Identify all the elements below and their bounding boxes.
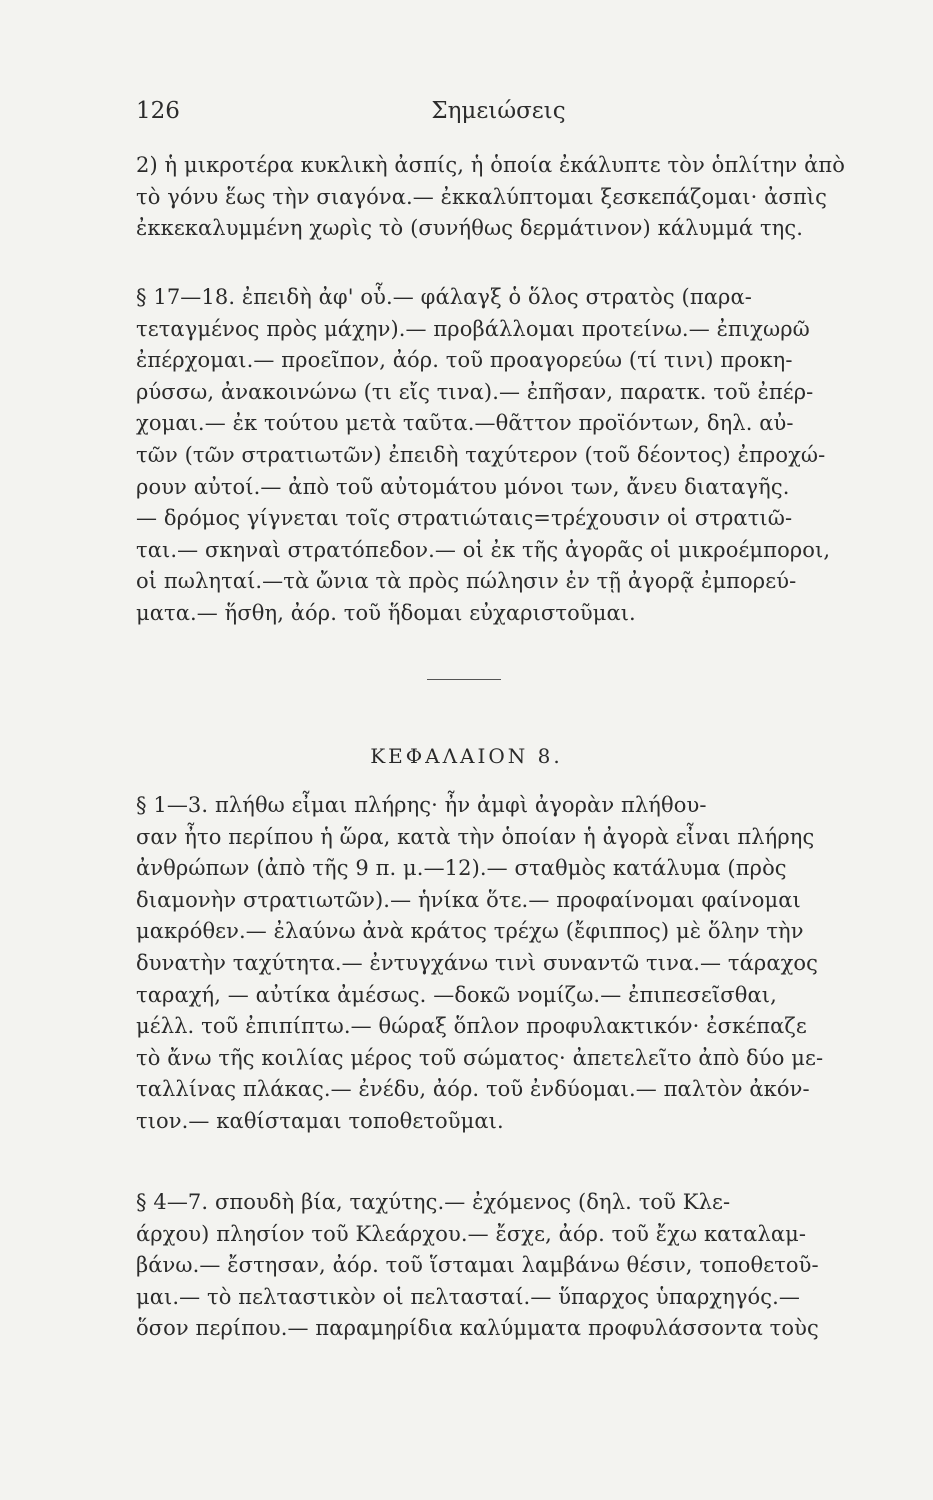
text-line: τεταγμένος πρὸς μάχην).— προβάλλομαι προτείνω.— ἐπιχωρῶ: [136, 316, 810, 341]
page-number: 126: [136, 98, 180, 124]
text-line: ματα.— ἥσθη, ἀόρ. τοῦ ἥδομαι εὐχαριστοῦμαι.: [136, 600, 636, 625]
text-line: μέλλ. τοῦ ἐπιπίπτω.— θώραξ ὅπλον προφυλακτικόν· ἐσκέπαζε: [136, 1014, 807, 1039]
text-line: μακρόθεν.— ἐλαύνω ἀνὰ κράτος τρέχω (ἔφιππος) μὲ ὅλην τὴν: [136, 919, 804, 944]
text-line: οἱ πωληταί.—τὰ ὤνια τὰ πρὸς πώλησιν ἐν τῇ ἀγορᾷ ἐμπορεύ-: [136, 569, 797, 594]
text-line: τὸ γόνυ ἕως τὴν σιαγόνα.— ἐκκαλύπτομαι ξεσκεπάζομαι· ἀσπὶς: [136, 184, 827, 209]
page-header: [136, 98, 861, 132]
text-line: τῶν (τῶν στρατιωτῶν) ἐπειδὴ ταχύτερον (τοῦ δέοντος) ἐπροχώ-: [136, 442, 826, 467]
text-line: διαμονὴν στρατιωτῶν).— ἡνίκα ὅτε.— προφαίνομαι φαίνομαι: [136, 887, 801, 912]
chapter-heading: ΚΕΦΑΛΑΙΟΝ 8.: [370, 744, 563, 768]
text-line: 2) ἡ μικροτέρα κυκλικὴ ἀσπίς, ἡ ὁποία ἐκάλυπτε τὸν ὁπλίτην ἀπὸ: [136, 153, 846, 177]
text-line: μαι.— τὸ πελταστικὸν οἱ πελτασταί.— ὕπαρχος ὑπαρχηγός.—: [136, 1284, 801, 1309]
text-line: άρχου) πλησίον τοῦ Κλεάρχου.— ἔσχε, ἀόρ. τοῦ ἔχω καταλαμ-: [136, 1221, 807, 1246]
text-line: § 17—18. ἐπειδὴ ἀφ' οὗ.— φάλαγξ ὁ ὅλος στρατὸς (παρα-: [136, 285, 752, 309]
text-line: ἐπέρχομαι.— προεῖπον, ἀόρ. τοῦ προαγορεύω (τί τινι) προκη-: [136, 348, 793, 373]
text-line: ται.— σκηναὶ στρατόπεδον.— οἱ ἐκ τῆς ἀγορᾶς οἱ μικροέμποροι,: [136, 537, 831, 562]
paragraph-1: [136, 150, 866, 245]
text-line: ρουν αὐτοί.— ἀπὸ τοῦ αὐτομάτου μόνοι των, ἄνευ διαταγῆς.: [136, 474, 790, 499]
text-line: σαν ἦτο περίπου ἡ ὥρα, κατὰ τὴν ὁποίαν ἡ ἀγορὰ εἶναι πλήρης: [136, 824, 815, 849]
text-line: χομαι.— ἐκ τούτου μετὰ ταῦτα.—θᾶττον προϊόντων, δηλ. αὐ-: [136, 411, 794, 436]
paragraph-2: [136, 282, 866, 630]
text-line: — δρόμος γίγνεται τοῖς στρατιώταις=τρέχουσιν οἱ στρατιῶ-: [136, 506, 793, 531]
text-line: τιον.— καθίσταμαι τοποθετοῦμαι.: [136, 1108, 504, 1133]
text-line: βάνω.— ἔστησαν, ἀόρ. τοῦ ἵσταμαι λαμβάνω θέσιν, τοποθετοῦ-: [136, 1253, 819, 1278]
section-divider: [427, 679, 501, 680]
text-line: ἐκκεκαλυμμένη χωρὶς τὸ (συνήθως δερμάτινον) κάλυμμά της.: [136, 216, 803, 241]
text-line: § 4—7. σπουδὴ βία, ταχύτης.— ἐχόμενος (δηλ. τοῦ Κλε-: [136, 1190, 731, 1214]
paragraph-4: [136, 1187, 866, 1345]
text-line: § 1—3. πλήθω εἶμαι πλήρης· ἦν ἀμφὶ ἀγορὰν πλήθου-: [136, 793, 707, 817]
paragraph-3: [136, 790, 866, 1138]
text-line: ταλλίνας πλάκας.— ἐνέδυ, ἀόρ. τοῦ ἐνδύομαι.— παλτὸν ἀκόν-: [136, 1077, 810, 1102]
text-line: ταραχή, — αὐτίκα ἀμέσως. —δοκῶ νομίζω.— ἐπιπεσεῖσθαι,: [136, 982, 777, 1007]
text-line: ὅσον περίπου.— παραμηρίδια καλύμματα προφυλάσσοντα τοὺς: [136, 1316, 819, 1341]
running-title: Σημειώσεις: [431, 98, 566, 124]
text-line: ἀνθρώπων (ἀπὸ τῆς 9 π. μ.—12).— σταθμὸς κατάλυμα (πρὸς: [136, 856, 787, 881]
text-line: δυνατὴν ταχύτητα.— ἐντυγχάνω τινὶ συναντῶ τινα.— τάραχος: [136, 950, 819, 975]
text-line: ρύσσω, ἀνακοινώνω (τι εἴς τινα).— ἐπῆσαν, παρατκ. τοῦ ἐπέρ-: [136, 379, 814, 404]
text-line: τὸ ἄνω τῆς κοιλίας μέρος τοῦ σώματος· ἀπετελεῖτο ἀπὸ δύο με-: [136, 1045, 824, 1070]
